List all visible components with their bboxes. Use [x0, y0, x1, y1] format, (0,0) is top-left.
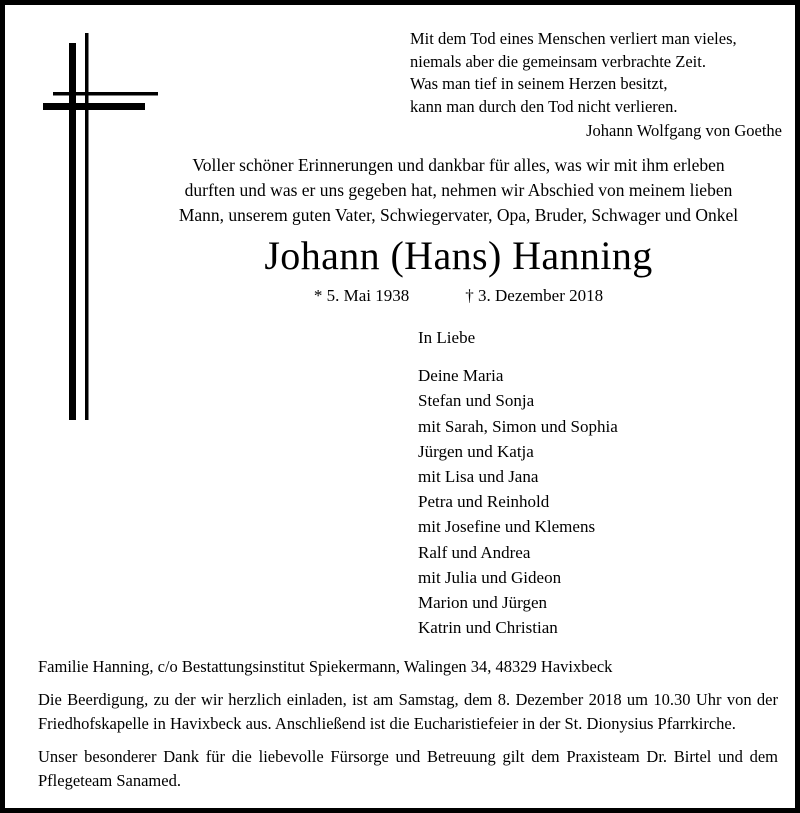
deceased-dates: [140, 285, 777, 307]
family-member: Katrin und Christian: [418, 618, 558, 638]
quote-line: Mit dem Tod eines Menschen verliert man vieles,: [410, 29, 737, 48]
family-member: mit Lisa und Jana: [418, 467, 539, 487]
footer-thanks: Unser besonderer Dank für die liebevolle Fürsorge und Betreuung gilt dem Praxisteam Dr. Birtel und dem Pflegeteam Sanamed.: [38, 747, 778, 790]
intro-line: Voller schöner Erinnerungen und dankbar für alles, was wir mit ihm erleben: [192, 155, 725, 175]
death-date: † 3. Dezember 2018: [465, 286, 604, 305]
family-member: Stefan und Sonja: [418, 391, 535, 411]
intro-line: durften und was er uns gegeben hat, nehmen wir Abschied von meinem lieben: [184, 180, 733, 200]
family-member: Ralf und Andrea: [418, 542, 531, 562]
family-member: mit Julia und Gideon: [418, 567, 562, 587]
intro-paragraph: [140, 153, 777, 228]
family-member: Deine Maria: [418, 366, 504, 386]
quote-line: niemals aber die gemeinsam verbrachte Zeit.: [410, 51, 706, 71]
family-block: [418, 325, 758, 640]
footer-block: [38, 655, 778, 793]
deceased-name-block: [140, 233, 777, 279]
deceased-name: Johann (Hans) Hanning: [264, 233, 653, 278]
quote-line: kann man durch den Tod nicht verlieren.: [410, 96, 678, 116]
family-member: Jürgen und Katja: [418, 441, 534, 461]
family-intro: In Liebe: [418, 328, 476, 347]
notice-sheet: [5, 5, 795, 808]
footer-contact: Familie Hanning, c/o Bestattungsinstitut Spiekermann, Walingen 34, 48329 Havixbeck: [38, 657, 613, 676]
quote-attribution: Johann Wolfgang von Goethe: [586, 121, 782, 140]
family-member: mit Sarah, Simon und Sophia: [418, 416, 618, 436]
quote-block: [410, 28, 782, 143]
family-member: Petra und Reinhold: [418, 492, 550, 512]
intro-line: Mann, unserem guten Vater, Schwiegervater, Opa, Bruder, Schwager und Onkel: [178, 205, 739, 225]
footer-funeral-info: Die Beerdigung, zu der wir herzlich einladen, ist am Samstag, dem 8. Dezember 2018 um 10.30 Uhr von der Friedhofskapelle in Havixbeck aus. Anschließend ist die Eucharistiefeier in der St. Dionysius Pfarrkirche.: [38, 690, 778, 733]
birth-date: * 5. Mai 1938: [313, 286, 410, 305]
quote-line: Was man tief in seinem Herzen besitzt,: [410, 74, 668, 93]
family-member: Marion und Jürgen: [418, 593, 548, 613]
family-member: mit Josefine und Klemens: [418, 517, 596, 537]
